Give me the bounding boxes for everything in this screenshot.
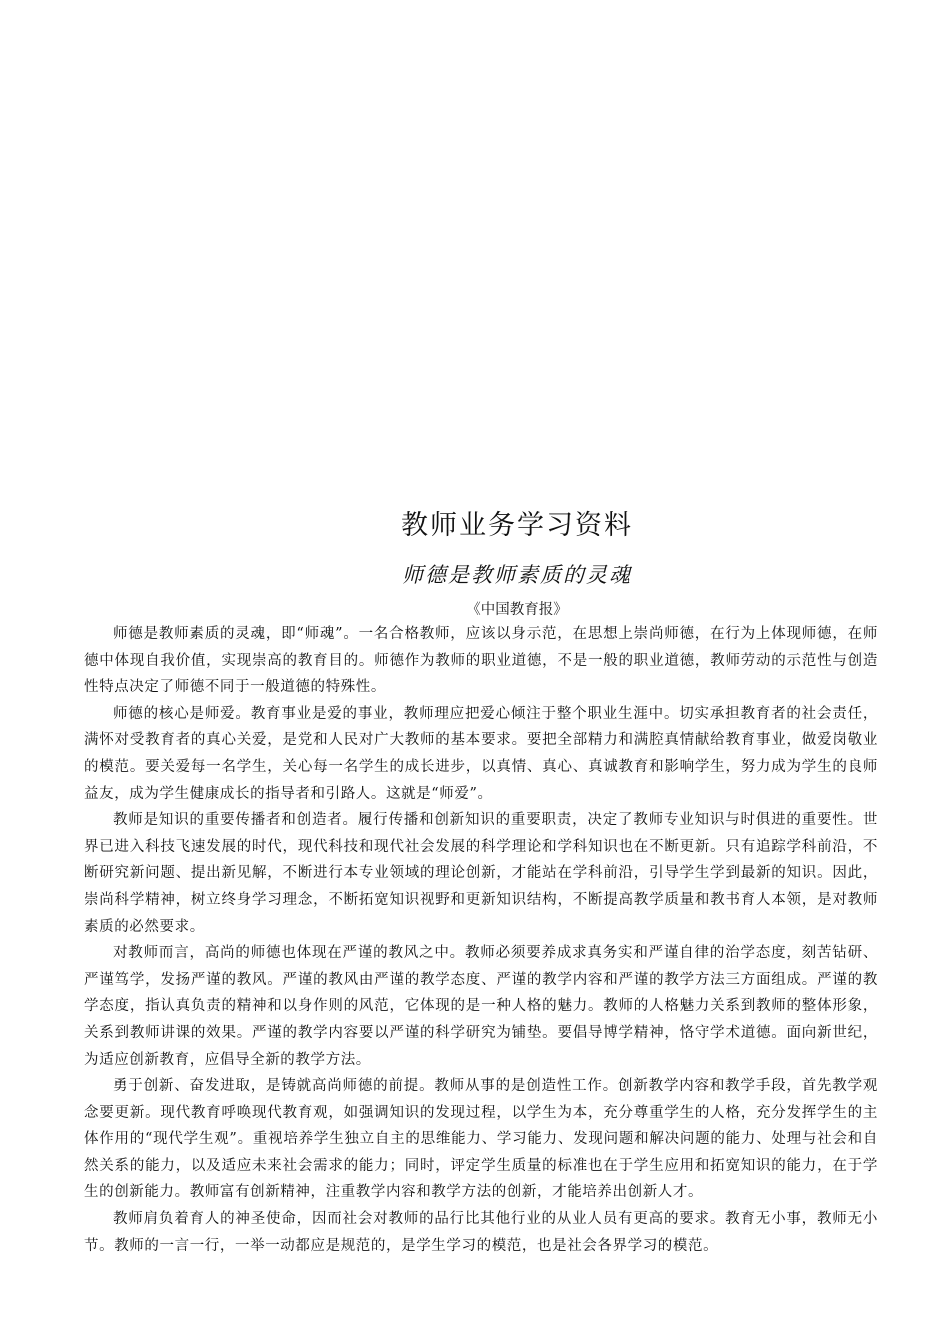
paragraph: 勇于创新、奋发进取，是铸就高尚师德的前提。教师从事的是创造性工作。创新教学内容和教学手段，首先教学观念要更新。现代教育呼唤现代教育观，如强调知识的发现过程，以学生为本，充分尊重学生的人格，充分发挥学生的主体作用的“现代学生观”。重视培养学生独立自主的思维能力、学习能力、发现问题和解决问题的能力、处理与社会和自然关系的能力，以及适应未来社会需求的能力；同时，评定学生质量的标准也在于学生应用和拓宽知识的能力，在于学生的创新能力。教师富有创新精神，注重教学内容和教学方法的创新，才能培养出创新人才。 (84, 1078, 878, 1201)
article-body (84, 621, 878, 1259)
paragraph: 师德是教师素质的灵魂，即“师魂”。一名合格教师，应该以身示范，在思想上崇尚师德，在行为上体现师德，在师德中体现自我价值，实现崇高的教育目的。师德作为教师的职业道德，不是一般的职业道德，教师劳动的示范性与创造性特点决定了师德不同于一般道德的特殊性。 (84, 626, 878, 696)
source-citation: 《中国教育报》 (466, 602, 568, 618)
document-page (84, 505, 878, 1259)
paragraph: 教师是知识的重要传播者和创造者。履行传播和创新知识的重要职责，决定了教师专业知识与时俱进的重要性。世界已进入科技飞速发展的时代，现代科技和现代社会发展的科学理论和学科知识也在不断更新。只有追踪学科前沿，不断研究新问题、提出新见解，不断进行本专业领域的理论创新，才能站在学科前沿，引导学生学到最新的知识。因此，崇尚科学精神，树立终身学习理念，不断拓宽知识视野和更新知识结构，不断提高教学质量和教书育人本领，是对教师素质的必然要求。 (84, 812, 878, 935)
document-title: 教师业务学习资料 (401, 510, 633, 541)
paragraph: 对教师而言，高尚的师德也体现在严谨的教风之中。教师必须要养成求真务实和严谨自律的治学态度，刻苦钻研、严谨笃学，发扬严谨的教风。严谨的教风由严谨的教学态度、严谨的教学内容和严谨的教学方法三方面组成。严谨的教学态度，指认真负责的精神和以身作则的风范，它体现的是一种人格的魅力。教师的人格魅力关系到教师的整体形象，关系到教师讲课的效果。严谨的教学内容要以严谨的科学研究为铺垫。要倡导博学精神，恪守学术道德。面向新世纪，为适应创新教育，应倡导全新的教学方法。 (84, 945, 878, 1068)
document-subtitle: 师德是教师素质的灵魂 (402, 563, 632, 587)
paragraph: 教师肩负着育人的神圣使命，因而社会对教师的品行比其他行业的从业人员有更高的要求。教育无小事，教师无小节。教师的一言一行，一举一动都应是规范的，是学生学习的模范，也是社会各界学习的模范。 (84, 1211, 878, 1254)
paragraph: 师德的核心是师爱。教育事业是爱的事业，教师理应把爱心倾注于整个职业生涯中。切实承担教育者的社会责任，满怀对受教育者的真心关爱，是党和人民对广大教师的基本要求。要把全部精力和满腔真情献给教育事业，做爱岗敬业的模范。要关爱每一名学生，关心每一名学生的成长进步，以真情、真心、真诚教育和影响学生，努力成为学生的良师益友，成为学生健康成长的指导者和引路人。这就是“师爱”。 (84, 705, 878, 802)
